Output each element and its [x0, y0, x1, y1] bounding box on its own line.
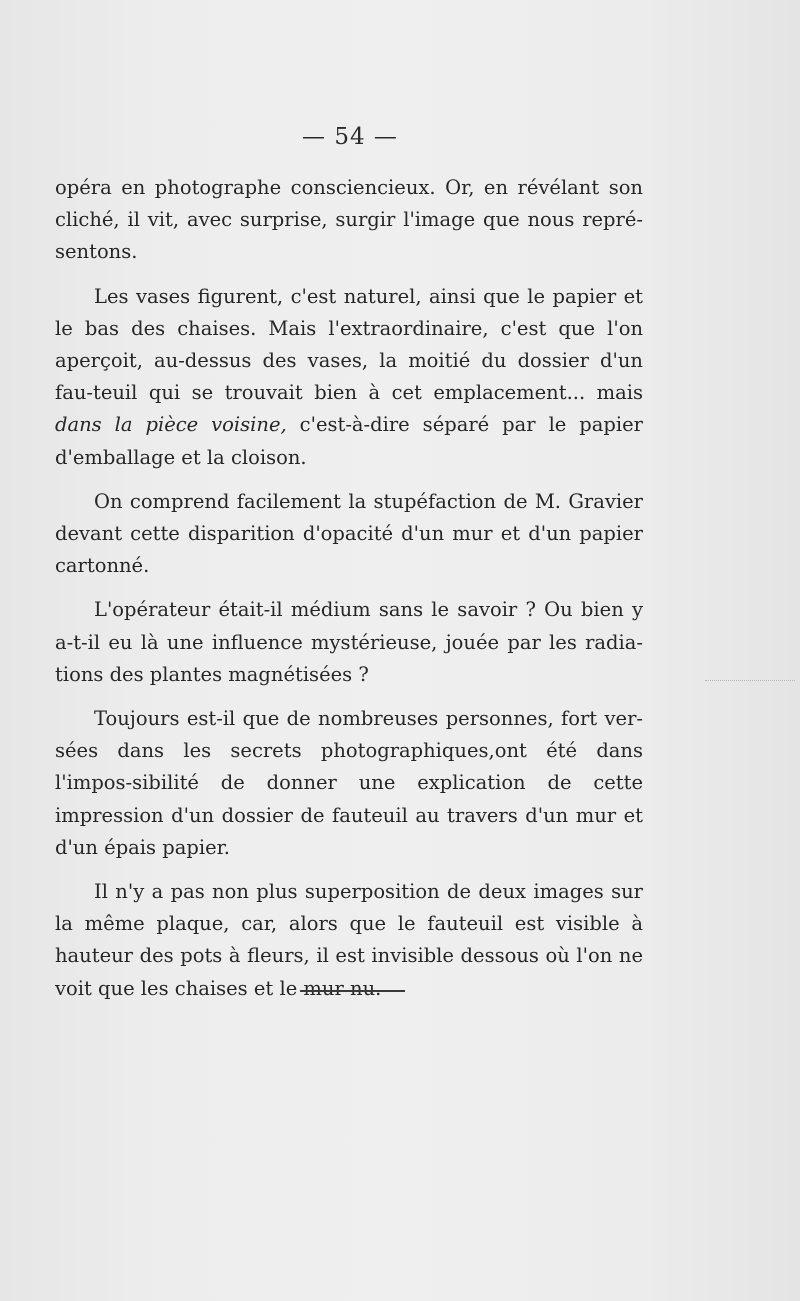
body-text — [55, 172, 643, 1017]
paragraph-2-text-before: Les vases figurent, c'est naturel, ainsi que le papier et le bas des chaises. Mais l'extraordinaire, c'est que l'on aperçoit, au-dessus des vases, la moitié du dossier d'un fau-teuil qui se trouvait bien à cet emplacement... mais — [55, 284, 643, 405]
paragraph-6: Il n'y a pas non plus superposition de deux images sur la même plaque, car, alors que le fauteuil est visible à hauteur des pots à fleurs, il est invisible dessous où l'on ne voit que les chaises et le mur nu. — [55, 880, 643, 1000]
paragraph-4: L'opérateur était-il médium sans le savoir ? Ou bien y a-t-il eu là une influence mystérieuse, jouée par les radia-tions des plantes magnétisées ? — [55, 598, 643, 686]
page-number: — 54 — — [302, 124, 398, 150]
paragraph-5: Toujours est-il que de nombreuses personnes, fort ver-sées dans les secrets photographiques,ont été dans l'impos-sibilité de donner une explication de cette impression d'un dossier de fauteuil au travers d'un mur et d'un épais papier. — [55, 707, 643, 859]
end-rule — [300, 990, 405, 992]
paragraph-3: On comprend facilement la stupéfaction de M. Gravier devant cette disparition d'opacité d'un mur et d'un papier cartonné. — [55, 489, 643, 578]
paragraph-2-text-after: c'est-à-dire séparé par le papier d'emballage et la cloison. — [55, 413, 643, 469]
paragraph-2-italic: dans la pièce voisine, — [55, 413, 287, 437]
paragraph-2 — [55, 281, 643, 474]
margin-mark — [705, 680, 795, 681]
paragraph-1: opéra en photographe consciencieux. Or, en révélant son cliché, il vit, avec surprise, surgir l'image que nous repré-sentons. — [55, 176, 643, 264]
